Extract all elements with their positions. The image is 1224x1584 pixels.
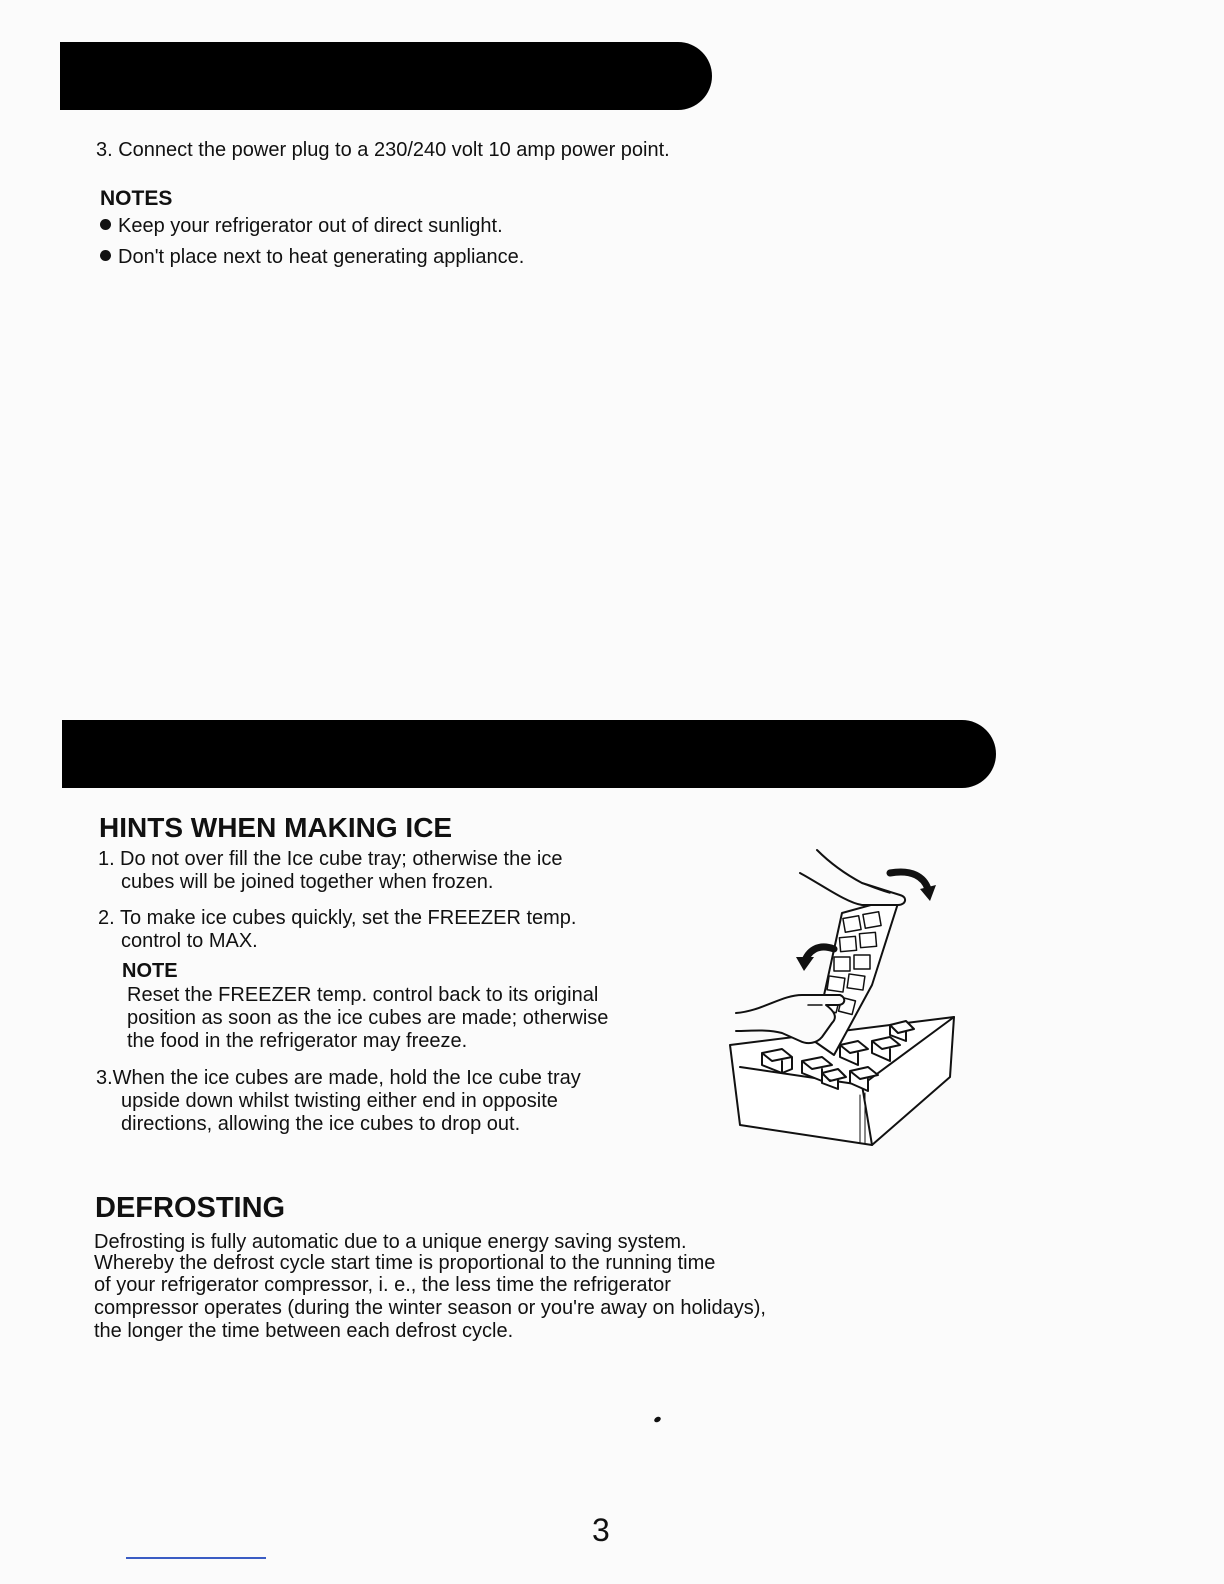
defrosting-line: compressor operates (during the winter season or you're away on holidays), <box>94 1297 766 1319</box>
install-step-3: 3. Connect the power plug to a 230/240 volt 10 amp power point. <box>96 139 670 161</box>
notes-heading: NOTES <box>100 187 173 210</box>
notes-bullet-item <box>100 215 503 238</box>
notes-bullet-text: Don't place next to heat generating appliance. <box>118 246 525 268</box>
hints-item-3-line-3: directions, allowing the ice cubes to drop out. <box>121 1113 521 1135</box>
bullet-icon <box>100 250 111 261</box>
defrosting-line: Whereby the defrost cycle start time is proportional to the running time <box>94 1252 716 1274</box>
hints-item-text: To make ice cubes quickly, set the FREEZER temp. <box>120 907 577 929</box>
defrosting-line: of your refrigerator compressor, i. e., the less time the refrigerator <box>94 1274 671 1296</box>
bullet-icon <box>100 219 111 230</box>
hints-item-number: 1. <box>98 848 115 870</box>
hints-note-line: position as soon as the ice cubes are made; otherwise <box>127 1007 609 1029</box>
defrosting-line: Defrosting is fully automatic due to a unique energy saving system. <box>94 1231 687 1253</box>
hints-item-2-line-1 <box>98 907 576 930</box>
hints-note-line: Reset the FREEZER temp. control back to its original <box>127 984 599 1006</box>
hints-title: HINTS WHEN MAKING ICE <box>99 812 453 843</box>
hints-item-1-line-1 <box>98 848 562 871</box>
hints-item-text: Do not over fill the Ice cube tray; otherwise the ice <box>120 848 563 870</box>
notes-bullet-item <box>100 246 524 269</box>
hints-item-1-line-2: cubes will be joined together when frozen. <box>121 871 494 893</box>
section-header-bar-top <box>60 42 712 110</box>
section-header-bar-middle <box>62 720 996 788</box>
hints-note-line: the food in the refrigerator may freeze. <box>127 1030 468 1052</box>
scan-mark <box>653 1416 662 1424</box>
hints-item-2-line-2: control to MAX. <box>121 930 258 952</box>
defrosting-line: the longer the time between each defrost cycle. <box>94 1320 514 1342</box>
page-number: 3 <box>592 1512 610 1548</box>
hints-item-number: 2. <box>98 907 115 929</box>
ice-tray-illustration <box>722 845 962 1155</box>
hints-item-3-line-1: 3.When the ice cubes are made, hold the Ice cube tray <box>96 1067 581 1089</box>
hints-note-heading: NOTE <box>122 960 178 982</box>
footer-rule <box>126 1557 266 1559</box>
hints-item-3-line-2: upside down whilst twisting either end in opposite <box>121 1090 558 1112</box>
defrosting-title: DEFROSTING <box>95 1192 286 1224</box>
notes-bullet-text: Keep your refrigerator out of direct sunlight. <box>118 215 503 237</box>
